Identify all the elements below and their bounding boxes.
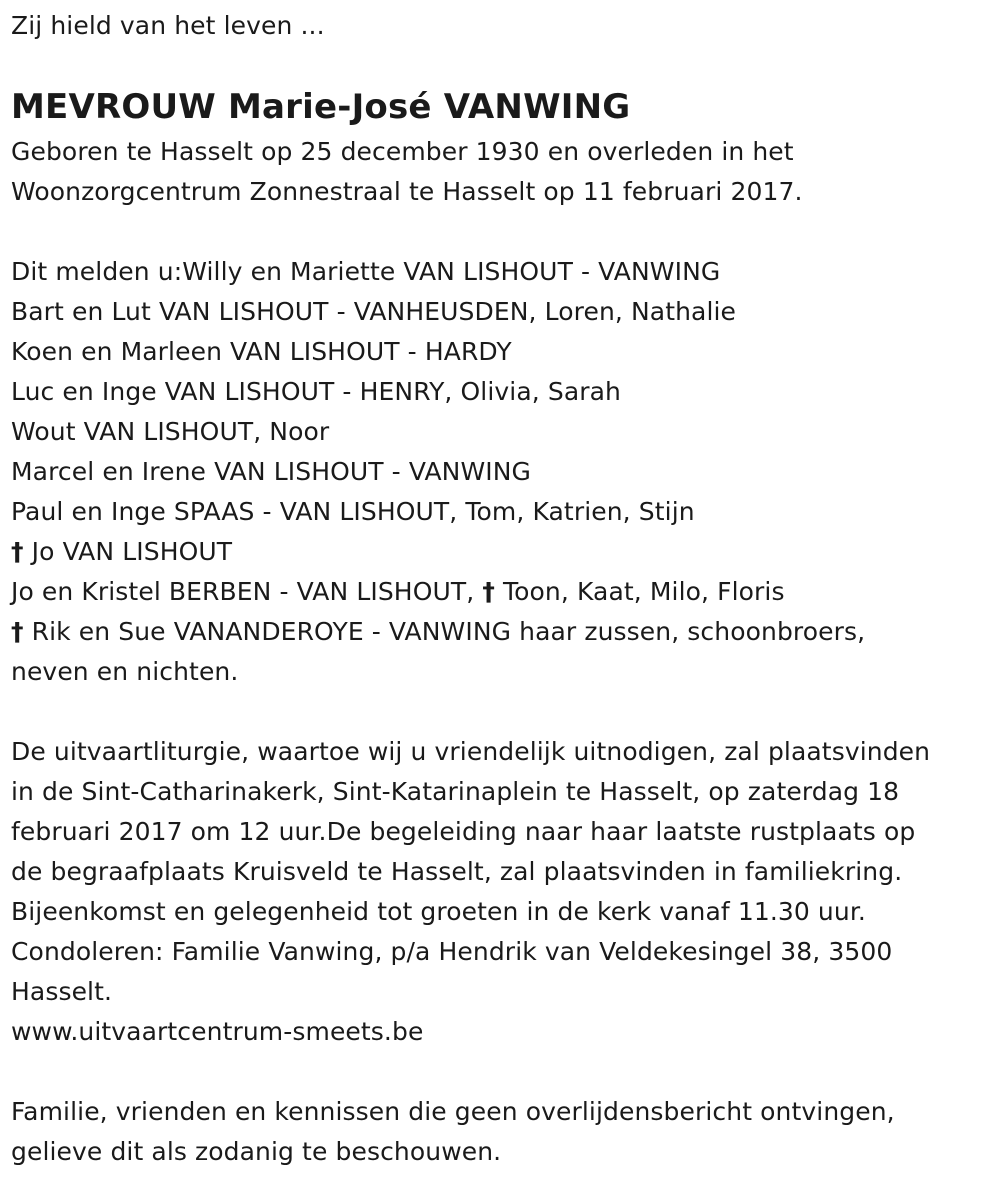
family-line: Marcel en Irene VAN LISHOUT - VANWING — [11, 457, 532, 486]
family-line: Koen en Marleen VAN LISHOUT - HARDY — [11, 337, 512, 366]
closing-paragraph — [11, 1092, 990, 1172]
ceremony-paragraph — [11, 732, 990, 1052]
family-line-text: Rik en Sue VANANDEROYE - VANWING haar zussen, schoonbroers, — [31, 617, 866, 646]
family-line-text: Jo VAN LISHOUT — [31, 537, 233, 566]
spacer — [11, 692, 990, 732]
family-line-text: Toon, Kaat, Milo, Floris — [503, 577, 785, 606]
family-line: Paul en Inge SPAAS - VAN LISHOUT, Tom, Katrien, Stijn — [11, 497, 695, 526]
family-line-text: Jo en Kristel BERBEN - VAN LISHOUT, — [11, 577, 475, 606]
cross-icon: † — [11, 617, 24, 646]
text-line: februari 2017 om 12 uur.De begeleiding naar haar laatste rustplaats op — [11, 817, 916, 846]
family-line — [11, 572, 990, 612]
text-line: Condoleren: Familie Vanwing, p/a Hendrik van Veldekesingel 38, 3500 — [11, 937, 893, 966]
birth-death-paragraph — [11, 132, 990, 212]
family-line: Luc en Inge VAN LISHOUT - HENRY, Olivia, Sarah — [11, 377, 621, 406]
text-line: De uitvaartliturgie, waartoe wij u vriendelijk uitnodigen, zal plaatsvinden — [11, 737, 931, 766]
family-line: Dit melden u:Willy en Mariette VAN LISHOUT - VANWING — [11, 257, 721, 286]
text-line: Geboren te Hasselt op 25 december 1930 en overleden in het — [11, 137, 794, 166]
text-line: Hasselt. — [11, 977, 113, 1006]
family-line: Wout VAN LISHOUT, Noor — [11, 417, 330, 446]
spacer — [11, 1052, 990, 1092]
cross-icon: † — [482, 577, 495, 606]
text-line: gelieve dit als zodanig te beschouwen. — [11, 1137, 502, 1166]
text-line: Woonzorgcentrum Zonnestraal te Hasselt op 11 februari 2017. — [11, 177, 803, 206]
website-link-text: www.uitvaartcentrum-smeets.be — [11, 1017, 424, 1046]
family-line — [11, 612, 990, 652]
intro-text: Zij hield van het leven ... — [11, 11, 325, 40]
family-line — [11, 532, 990, 572]
text-line: Familie, vrienden en kennissen die geen overlijdensbericht ontvingen, — [11, 1097, 895, 1126]
cross-icon: † — [11, 537, 24, 566]
family-line: neven en nichten. — [11, 657, 239, 686]
text-line: in de Sint-Catharinakerk, Sint-Katarinaplein te Hasselt, op zaterdag 18 — [11, 777, 900, 806]
deceased-name-heading: MEVROUW Marie-José VANWING — [11, 87, 631, 127]
text-line: de begraafplaats Kruisveld te Hasselt, zal plaatsvinden in familiekring. — [11, 857, 903, 886]
family-line: Bart en Lut VAN LISHOUT - VANHEUSDEN, Loren, Nathalie — [11, 297, 737, 326]
text-line: Bijeenkomst en gelegenheid tot groeten in de kerk vanaf 11.30 uur. — [11, 897, 866, 926]
family-list — [11, 252, 990, 692]
spacer — [11, 212, 990, 252]
